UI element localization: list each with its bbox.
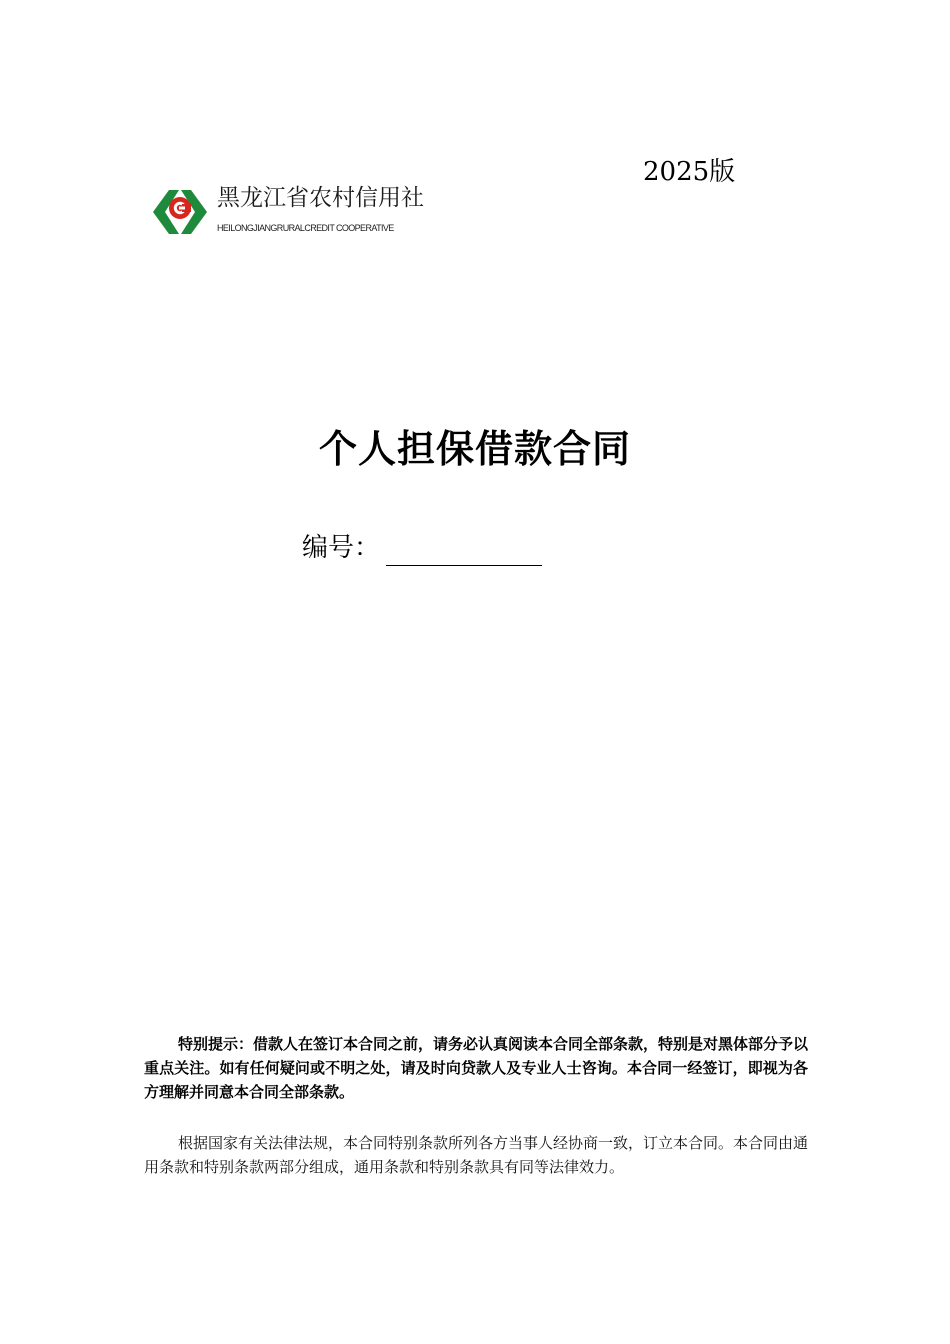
logo bbox=[151, 180, 461, 242]
contract-number-field[interactable] bbox=[386, 537, 542, 566]
logo-name-chinese: 黑龙江省农村信用社 bbox=[217, 185, 424, 211]
contract-title: 个人担保借款合同 bbox=[318, 427, 631, 471]
rural-credit-cooperative-emblem-icon bbox=[151, 184, 209, 240]
contract-preamble: 根据国家有关法律法规，本合同特别条款所列各方当事人经协商一致，订立本合同。本合同由通用条款和特别条款两部分组成，通用条款和特别条款具有同等法律效力。 bbox=[144, 1134, 809, 1176]
logo-name-english: HEILONGJIANGRURALCREDIT COOPERATIVE bbox=[217, 223, 394, 233]
contract-number-label: 编号： bbox=[302, 533, 381, 563]
version-label: 2025版 bbox=[643, 157, 736, 187]
special-notice: 特别提示：借款人在签订本合同之前，请务必认真阅读本合同全部条款，特别是对黑体部分予以重点关注。如有任何疑问或不明之处，请及时向贷款人及专业人士咨询。本合同一经签订，即视为各方理解并同意本合同全部条款。 bbox=[144, 1035, 809, 1101]
contract-number-row bbox=[302, 530, 542, 570]
